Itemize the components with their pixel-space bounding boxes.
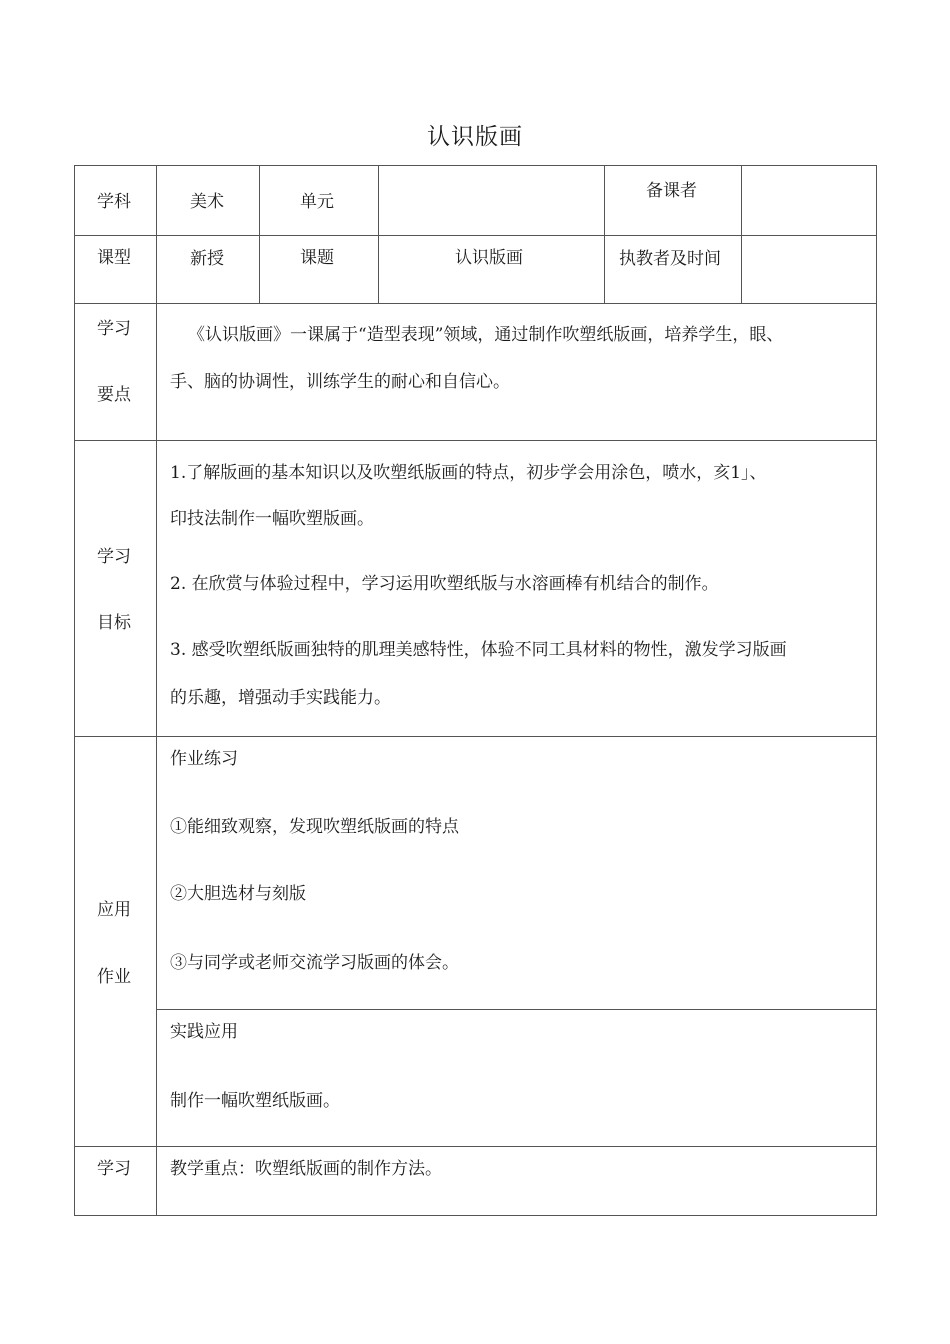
table-border-bottom bbox=[74, 1215, 877, 1216]
practice-text: 制作一幅吹塑纸版画。 bbox=[170, 1091, 340, 1111]
homework-label: 作业 bbox=[97, 967, 131, 987]
key-points-label: 要点 bbox=[97, 385, 131, 405]
key-points-text: 手、脑的协调性，训练学生的耐心和自信心。 bbox=[170, 372, 510, 392]
row-divider bbox=[74, 440, 877, 441]
objective-item: 印技法制作一幅吹塑版画。 bbox=[170, 509, 374, 529]
lesson-type-value: 新授 bbox=[190, 249, 224, 269]
key-points-text: 《认识版画》一课属于“造型表现”领域，通过制作吹塑纸版画，培养学生，眼、 bbox=[188, 325, 784, 345]
row-divider bbox=[74, 736, 877, 737]
subject-value: 美术 bbox=[190, 192, 224, 212]
objectives-label: 学习 bbox=[97, 547, 131, 567]
col-divider bbox=[259, 165, 260, 304]
focus-text: 教学重点：吹塑纸版画的制作方法。 bbox=[170, 1159, 442, 1179]
objective-item: 的乐趣，增强动手实践能力。 bbox=[170, 688, 391, 708]
lesson-type-label: 课型 bbox=[97, 248, 131, 268]
focus-label: 学习 bbox=[97, 1159, 131, 1179]
row-divider bbox=[156, 1009, 877, 1010]
practice-heading: 实践应用 bbox=[170, 1022, 238, 1042]
exercise-item: ①能细致观察，发现吹塑纸版画的特点 bbox=[170, 817, 459, 837]
row-divider bbox=[74, 303, 877, 304]
teacher-time-label: 执教者及时间 bbox=[619, 249, 721, 269]
subject-label: 学科 bbox=[97, 192, 131, 212]
exercise-heading: 作业练习 bbox=[170, 749, 238, 769]
row-divider bbox=[74, 1146, 877, 1147]
key-points-label: 学习 bbox=[97, 319, 131, 339]
objectives-label: 目标 bbox=[97, 613, 131, 633]
preparer-label: 备课者 bbox=[646, 181, 697, 201]
table-border-right bbox=[876, 165, 877, 1216]
objective-item: 2. 在欣赏与体验过程中，学习运用吹塑纸版与水溶画棒有机结合的制作。 bbox=[170, 574, 719, 594]
exercise-item: ②大胆选材与刻版 bbox=[170, 884, 306, 904]
col-divider bbox=[741, 165, 742, 304]
row-divider bbox=[74, 235, 877, 236]
table-border-left bbox=[74, 165, 75, 1216]
objective-item: 1.了解版画的基本知识以及吹塑纸版画的特点，初步学会用涂色，喷水，亥1」、 bbox=[170, 463, 767, 483]
col-divider bbox=[604, 165, 605, 304]
homework-label: 应用 bbox=[97, 900, 131, 920]
topic-value: 认识版画 bbox=[455, 248, 523, 268]
page-title: 认识版画 bbox=[427, 124, 523, 150]
col-divider bbox=[378, 165, 379, 304]
col-divider bbox=[156, 165, 157, 1216]
unit-label: 单元 bbox=[300, 192, 334, 212]
exercise-item: ③与同学或老师交流学习版画的体会。 bbox=[170, 953, 459, 973]
topic-label: 课题 bbox=[300, 248, 334, 268]
objective-item: 3. 感受吹塑纸版画独特的肌理美感特性，体验不同工具材料的物性，激发学习版画 bbox=[170, 640, 787, 660]
table-border-top bbox=[74, 165, 877, 166]
